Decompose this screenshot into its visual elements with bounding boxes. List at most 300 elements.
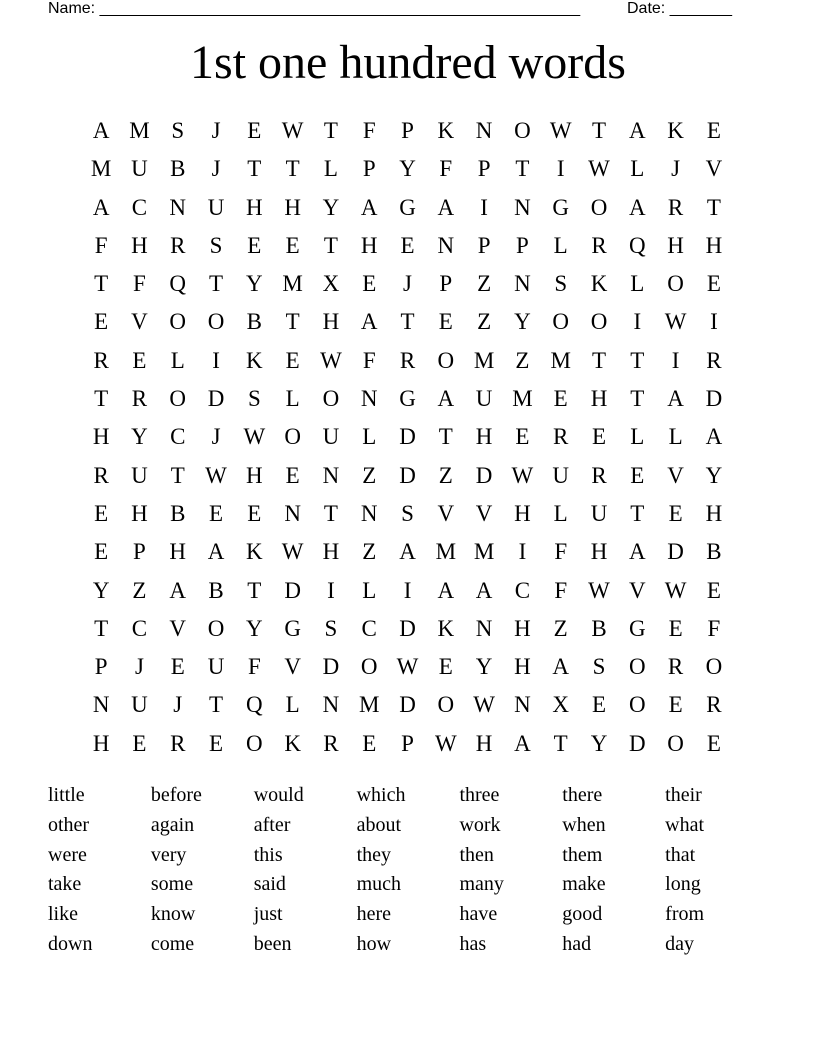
grid-letter[interactable]: D <box>475 462 493 488</box>
grid-letter[interactable]: F <box>133 271 146 297</box>
grid-letter[interactable]: A <box>628 118 646 143</box>
grid-letter[interactable]: Y <box>705 462 723 488</box>
grid-letter[interactable]: T <box>553 730 568 756</box>
grid-letter[interactable]: O <box>284 424 301 450</box>
grid-letter[interactable]: V <box>628 577 646 603</box>
grid-letter[interactable]: E <box>706 730 721 756</box>
grid-letter[interactable]: T <box>323 232 338 258</box>
grid-letter[interactable]: R <box>591 232 607 258</box>
grid-letter[interactable]: T <box>438 424 453 450</box>
grid-letter[interactable]: O <box>437 347 455 373</box>
grid-letter[interactable]: U <box>322 424 340 450</box>
grid-letter[interactable]: F <box>554 577 568 603</box>
grid-letter[interactable]: C <box>170 424 186 450</box>
grid-letter[interactable]: D <box>705 386 723 412</box>
grid-letter[interactable]: W <box>281 539 304 565</box>
grid-letter[interactable]: H <box>322 539 340 565</box>
grid-letter[interactable]: P <box>94 654 108 680</box>
grid-letter[interactable]: O <box>169 386 187 412</box>
grid-letter[interactable]: Y <box>475 654 493 680</box>
grid-letter[interactable]: U <box>552 462 570 488</box>
grid-letter[interactable]: E <box>170 654 185 680</box>
grid-letter[interactable]: A <box>437 194 455 220</box>
grid-letter[interactable]: J <box>211 156 221 182</box>
grid-letter[interactable]: D <box>322 654 340 680</box>
grid-letter[interactable]: T <box>94 615 109 641</box>
grid-letter[interactable]: X <box>322 271 340 297</box>
grid-letter[interactable]: M <box>90 156 112 182</box>
grid-letter[interactable]: F <box>362 347 376 373</box>
grid-letter[interactable]: F <box>94 232 108 258</box>
grid-letter[interactable]: O <box>514 118 531 143</box>
grid-letter[interactable]: T <box>209 692 224 718</box>
grid-letter[interactable]: E <box>94 539 109 565</box>
grid-letter[interactable]: B <box>170 156 186 182</box>
grid-letter[interactable]: E <box>591 424 607 450</box>
grid-letter[interactable]: H <box>514 500 531 526</box>
grid-letter[interactable]: E <box>209 500 224 526</box>
grid-letter[interactable]: T <box>323 500 338 526</box>
grid-letter[interactable]: V <box>131 309 148 335</box>
grid-letter[interactable]: P <box>477 232 491 258</box>
grid-letter[interactable]: W <box>205 462 227 488</box>
grid-letter[interactable]: O <box>360 654 378 680</box>
grid-letter[interactable]: M <box>473 347 495 373</box>
grid-letter[interactable]: J <box>403 271 412 297</box>
grid-letter[interactable]: C <box>514 577 531 603</box>
grid-letter[interactable]: J <box>671 156 681 182</box>
grid-letter[interactable]: E <box>438 654 453 680</box>
grid-letter[interactable]: S <box>401 500 414 526</box>
grid-letter[interactable]: R <box>591 462 607 488</box>
grid-letter[interactable]: H <box>705 232 723 258</box>
grid-letter[interactable]: Z <box>438 462 453 488</box>
grid-letter[interactable]: A <box>514 730 531 756</box>
word-bank-item: there <box>562 784 603 806</box>
grid-letter[interactable]: P <box>516 232 529 258</box>
grid-letter[interactable]: P <box>477 156 491 182</box>
grid-letter[interactable]: L <box>630 424 645 450</box>
grid-letter[interactable]: J <box>134 654 144 680</box>
grid-letter[interactable]: M <box>359 692 380 718</box>
grid-letter[interactable]: G <box>628 615 646 641</box>
grid-letter[interactable]: U <box>131 692 148 718</box>
grid-letter[interactable]: R <box>93 462 109 488</box>
grid-letter[interactable]: A <box>667 386 684 412</box>
grid-letter[interactable]: Y <box>322 194 340 220</box>
grid-letter[interactable]: R <box>553 424 569 450</box>
grid-letter[interactable]: N <box>360 500 378 526</box>
grid-letter[interactable]: F <box>362 118 376 143</box>
grid-letter[interactable]: T <box>515 156 530 182</box>
grid-letter[interactable]: P <box>439 271 453 297</box>
grid-letter[interactable]: N <box>284 500 301 526</box>
grid-letter[interactable]: I <box>327 577 335 603</box>
grid-letter[interactable]: W <box>588 577 610 603</box>
grid-letter[interactable]: H <box>360 232 378 258</box>
grid-letter[interactable]: G <box>399 386 416 412</box>
grid-letter[interactable]: U <box>590 500 608 526</box>
grid-letter[interactable]: H <box>169 539 187 565</box>
grid-letter[interactable]: I <box>518 539 527 565</box>
grid-letter[interactable]: O <box>552 309 570 335</box>
grid-letter[interactable]: E <box>706 577 721 603</box>
grid-letter[interactable]: E <box>247 232 262 258</box>
grid-letter[interactable]: T <box>323 118 338 143</box>
grid-letter[interactable]: N <box>475 118 493 143</box>
grid-letter[interactable]: T <box>400 309 415 335</box>
grid-letter[interactable]: K <box>437 118 455 143</box>
grid-letter[interactable]: M <box>550 347 571 373</box>
word-bank-item: said <box>253 873 286 896</box>
grid-letter[interactable]: W <box>243 424 266 450</box>
grid-letter[interactable]: H <box>475 424 493 450</box>
grid-letter[interactable]: G <box>552 194 570 220</box>
grid-letter[interactable]: H <box>514 654 531 680</box>
grid-letter[interactable]: L <box>362 424 377 450</box>
grid-letter[interactable]: K <box>246 347 263 373</box>
grid-letter[interactable]: L <box>630 156 645 182</box>
grid-letter[interactable]: R <box>170 730 186 756</box>
grid-letter[interactable]: E <box>668 615 683 641</box>
grid-letter[interactable]: F <box>439 156 453 182</box>
grid-letter[interactable]: B <box>706 539 722 565</box>
grid-letter[interactable]: V <box>169 615 187 641</box>
grid-letter[interactable]: H <box>590 539 608 565</box>
grid-letter[interactable]: H <box>590 386 608 412</box>
grid-letter[interactable]: D <box>399 462 416 488</box>
grid-letter[interactable]: N <box>514 194 531 220</box>
grid-letter[interactable]: B <box>591 615 607 641</box>
date-field-label[interactable]: Date: _______ <box>627 0 732 17</box>
grid-letter[interactable]: Y <box>514 309 531 335</box>
grid-letter[interactable]: E <box>630 462 645 488</box>
grid-letter[interactable]: A <box>399 539 416 565</box>
grid-letter[interactable]: E <box>706 118 721 143</box>
grid-letter[interactable]: P <box>362 156 376 182</box>
grid-letter[interactable]: K <box>284 730 301 756</box>
grid-letter[interactable]: O <box>667 271 684 297</box>
grid-letter[interactable]: R <box>667 654 684 680</box>
grid-letter[interactable]: T <box>170 462 185 488</box>
grid-letter[interactable]: T <box>209 271 224 297</box>
grid-letter[interactable]: D <box>207 386 225 412</box>
grid-letter[interactable]: O <box>437 692 455 718</box>
grid-letter[interactable]: E <box>247 500 262 526</box>
grid-letter[interactable]: O <box>590 194 608 220</box>
word-bank-item: work <box>459 813 501 836</box>
grid-letter[interactable]: E <box>247 118 262 143</box>
grid-letter[interactable]: H <box>514 615 531 641</box>
grid-letter[interactable]: T <box>247 156 262 182</box>
grid-letter[interactable]: N <box>437 232 455 258</box>
page-title: 1st one hundred words <box>190 36 626 89</box>
grid-letter[interactable]: I <box>633 309 642 335</box>
grid-letter[interactable]: D <box>284 577 301 603</box>
grid-letter[interactable]: R <box>667 194 684 220</box>
grid-letter[interactable]: E <box>94 309 109 335</box>
grid-letter[interactable]: N <box>322 462 340 488</box>
grid-letter[interactable]: K <box>437 615 455 641</box>
grid-letter[interactable]: N <box>322 692 340 718</box>
grid-letter[interactable]: E <box>706 271 721 297</box>
grid-letter[interactable]: W <box>511 462 534 488</box>
grid-letter[interactable]: A <box>475 577 493 603</box>
grid-letter[interactable]: Z <box>132 577 147 603</box>
grid-letter[interactable]: T <box>94 386 109 412</box>
grid-letter[interactable]: F <box>247 654 261 680</box>
grid-letter[interactable]: Q <box>169 271 187 297</box>
grid-letter[interactable]: A <box>360 309 378 335</box>
grid-letter[interactable]: A <box>437 386 455 412</box>
grid-letter[interactable]: W <box>588 156 610 182</box>
grid-letter[interactable]: L <box>170 347 185 373</box>
grid-letter[interactable]: R <box>323 730 339 756</box>
grid-letter[interactable]: E <box>362 730 377 756</box>
grid-letter[interactable]: S <box>592 654 606 680</box>
grid-letter[interactable]: A <box>437 577 455 603</box>
grid-letter[interactable]: W <box>434 730 457 756</box>
grid-letter[interactable]: E <box>209 730 224 756</box>
grid-letter[interactable]: Z <box>477 309 492 335</box>
grid-letter[interactable]: O <box>207 309 225 335</box>
grid-letter[interactable]: E <box>553 386 568 412</box>
grid-letter[interactable]: A <box>705 424 723 450</box>
grid-letter[interactable]: H <box>705 500 723 526</box>
grid-letter[interactable]: T <box>630 347 645 373</box>
grid-letter[interactable]: A <box>207 539 225 565</box>
grid-letter[interactable]: E <box>668 500 683 526</box>
grid-letter[interactable]: I <box>671 347 680 373</box>
grid-letter[interactable]: W <box>664 577 687 603</box>
grid-letter[interactable]: V <box>667 462 684 488</box>
grid-letter[interactable]: U <box>131 156 148 182</box>
grid-row <box>82 496 733 534</box>
grid-letter[interactable]: Z <box>362 462 377 488</box>
grid-letter[interactable]: L <box>630 271 645 297</box>
grid-letter[interactable]: N <box>169 194 187 220</box>
grid-letter[interactable]: T <box>630 500 645 526</box>
grid-letter[interactable]: Q <box>246 692 263 718</box>
grid-letter[interactable]: E <box>591 692 607 718</box>
grid-letter[interactable]: T <box>591 118 607 143</box>
grid-letter[interactable]: S <box>324 615 338 641</box>
grid-letter[interactable]: I <box>212 347 220 373</box>
grid-letter[interactable]: N <box>360 386 378 412</box>
grid-letter[interactable]: E <box>438 309 453 335</box>
grid-letter[interactable]: H <box>131 232 148 258</box>
grid-letter[interactable]: W <box>664 309 687 335</box>
grid-letter[interactable]: H <box>667 232 684 258</box>
grid-letter[interactable]: Z <box>515 347 530 373</box>
grid-letter[interactable]: L <box>553 500 568 526</box>
grid-letter[interactable]: H <box>475 730 493 756</box>
grid-letter[interactable]: A <box>92 194 110 220</box>
grid-letter[interactable]: M <box>473 539 495 565</box>
grid-letter[interactable]: K <box>590 271 608 297</box>
grid-letter[interactable]: N <box>514 692 531 718</box>
grid-letter[interactable]: A <box>628 194 646 220</box>
grid-letter[interactable]: E <box>668 692 683 718</box>
grid-letter[interactable]: T <box>630 386 645 412</box>
grid-letter[interactable]: I <box>710 309 718 335</box>
grid-letter[interactable]: M <box>435 539 457 565</box>
grid-letter[interactable]: G <box>399 194 416 220</box>
grid-letter[interactable]: I <box>403 577 412 603</box>
grid-letter[interactable]: U <box>207 654 225 680</box>
grid-letter[interactable]: W <box>549 118 572 143</box>
grid-letter[interactable]: C <box>361 615 377 641</box>
grid-letter[interactable]: F <box>554 539 568 565</box>
grid-letter[interactable]: J <box>211 424 221 450</box>
grid-letter[interactable]: E <box>94 500 109 526</box>
grid-letter[interactable]: Y <box>590 730 608 756</box>
grid-letter[interactable]: U <box>131 462 148 488</box>
grid-letter[interactable]: A <box>360 194 378 220</box>
grid-letter[interactable]: X <box>552 692 570 718</box>
grid-letter[interactable]: Z <box>362 539 377 565</box>
grid-row <box>82 649 733 687</box>
grid-letter[interactable]: B <box>208 577 224 603</box>
name-field-label[interactable]: Name: ______________________________________________________ <box>48 0 581 17</box>
grid-letter[interactable]: R <box>706 692 722 718</box>
grid-letter[interactable]: R <box>170 232 186 258</box>
grid-letter[interactable]: R <box>93 347 109 373</box>
grid-letter[interactable]: E <box>362 271 377 297</box>
grid-letter[interactable]: T <box>706 194 721 220</box>
grid-letter[interactable]: D <box>667 539 684 565</box>
grid-letter[interactable]: R <box>706 347 722 373</box>
grid-letter[interactable]: Y <box>246 271 263 297</box>
grid-letter[interactable]: N <box>514 271 531 297</box>
grid-letter[interactable]: D <box>399 692 416 718</box>
grid-letter[interactable]: S <box>171 118 185 143</box>
grid-letter[interactable]: S <box>554 271 568 297</box>
grid-letter[interactable]: K <box>246 539 263 565</box>
grid-letter[interactable]: E <box>285 347 300 373</box>
grid-letter[interactable]: A <box>628 539 646 565</box>
grid-letter[interactable]: S <box>247 386 261 412</box>
grid-letter[interactable]: L <box>668 424 683 450</box>
grid-letter[interactable]: H <box>246 194 263 220</box>
grid-letter[interactable]: P <box>133 539 146 565</box>
grid-letter[interactable]: S <box>209 232 223 258</box>
grid-letter[interactable]: C <box>131 194 148 220</box>
grid-letter[interactable]: O <box>590 309 608 335</box>
grid-letter[interactable]: H <box>131 500 148 526</box>
grid-letter[interactable]: O <box>705 654 723 680</box>
grid-letter[interactable]: Y <box>92 577 110 603</box>
grid-letter[interactable]: N <box>475 615 493 641</box>
grid-letter[interactable]: A <box>552 654 570 680</box>
grid-letter[interactable]: T <box>285 156 300 182</box>
grid-letter[interactable]: Y <box>246 615 263 641</box>
grid-letter[interactable]: B <box>170 500 186 526</box>
grid-letter[interactable]: W <box>320 347 342 373</box>
grid-letter[interactable]: A <box>169 577 187 603</box>
grid-letter[interactable]: D <box>399 424 416 450</box>
grid-letter[interactable]: L <box>323 156 338 182</box>
grid-letter[interactable]: H <box>284 194 301 220</box>
grid-letter[interactable]: V <box>475 500 493 526</box>
word-bank-item: before <box>150 784 202 806</box>
grid-letter[interactable]: H <box>92 424 110 450</box>
grid-letter[interactable]: O <box>322 386 340 412</box>
word-bank-item: had <box>562 932 592 955</box>
grid-letter[interactable]: R <box>399 347 416 373</box>
grid-letter[interactable]: Y <box>399 156 416 182</box>
grid-letter[interactable]: V <box>705 156 723 182</box>
grid-letter[interactable]: C <box>131 615 148 641</box>
grid-letter[interactable]: A <box>92 118 110 143</box>
grid-letter[interactable]: E <box>132 347 147 373</box>
grid-letter[interactable]: H <box>322 309 340 335</box>
grid-letter[interactable]: N <box>92 692 110 718</box>
grid-letter[interactable]: O <box>628 654 646 680</box>
grid-letter[interactable]: T <box>247 577 262 603</box>
grid-letter[interactable]: E <box>515 424 530 450</box>
grid-letter[interactable]: F <box>707 615 721 641</box>
grid-letter[interactable]: O <box>667 730 684 756</box>
grid-letter[interactable]: L <box>285 386 300 412</box>
grid-letter[interactable]: J <box>173 692 183 718</box>
grid-letter[interactable]: H <box>246 462 263 488</box>
grid-letter[interactable]: B <box>246 309 262 335</box>
grid-letter[interactable]: O <box>207 615 225 641</box>
grid-letter[interactable]: J <box>211 118 221 143</box>
grid-letter[interactable]: R <box>131 386 148 412</box>
grid-letter[interactable]: V <box>437 500 455 526</box>
grid-letter[interactable]: Y <box>131 424 148 450</box>
grid-letter[interactable]: M <box>512 386 533 412</box>
grid-letter[interactable]: M <box>129 118 150 143</box>
grid-letter[interactable]: L <box>285 692 300 718</box>
grid-letter[interactable]: E <box>285 232 300 258</box>
grid-letter[interactable]: H <box>92 730 110 756</box>
grid-letter[interactable]: K <box>667 118 684 143</box>
grid-letter[interactable]: U <box>207 194 225 220</box>
grid-letter[interactable]: L <box>553 232 568 258</box>
grid-letter[interactable]: E <box>285 462 300 488</box>
grid-letter[interactable]: O <box>169 309 187 335</box>
grid-letter[interactable]: G <box>284 615 301 641</box>
grid-letter[interactable]: T <box>285 309 300 335</box>
grid-letter[interactable]: O <box>246 730 263 756</box>
grid-letter[interactable]: P <box>401 730 414 756</box>
grid-letter[interactable]: D <box>399 615 416 641</box>
grid-letter[interactable]: E <box>400 232 415 258</box>
word-bank-item: their <box>665 784 702 806</box>
grid-letter[interactable]: D <box>628 730 646 756</box>
grid-letter[interactable]: O <box>628 692 646 718</box>
grid-letter[interactable]: Z <box>477 271 492 297</box>
grid-letter[interactable]: W <box>396 654 419 680</box>
grid-letter[interactable]: M <box>282 271 303 297</box>
grid-letter[interactable]: I <box>556 156 565 182</box>
grid-letter[interactable]: E <box>132 730 147 756</box>
grid-letter[interactable]: I <box>480 194 488 220</box>
grid-letter[interactable]: W <box>473 692 495 718</box>
grid-letter[interactable]: T <box>94 271 109 297</box>
grid-letter[interactable]: L <box>362 577 377 603</box>
grid-letter[interactable]: T <box>591 347 607 373</box>
grid-letter[interactable]: V <box>284 654 301 680</box>
grid-letter[interactable]: Z <box>553 615 568 641</box>
grid-letter[interactable]: W <box>281 118 304 143</box>
grid-letter[interactable]: Q <box>628 232 646 258</box>
grid-letter[interactable]: P <box>401 118 414 143</box>
grid-letter[interactable]: U <box>475 386 493 412</box>
